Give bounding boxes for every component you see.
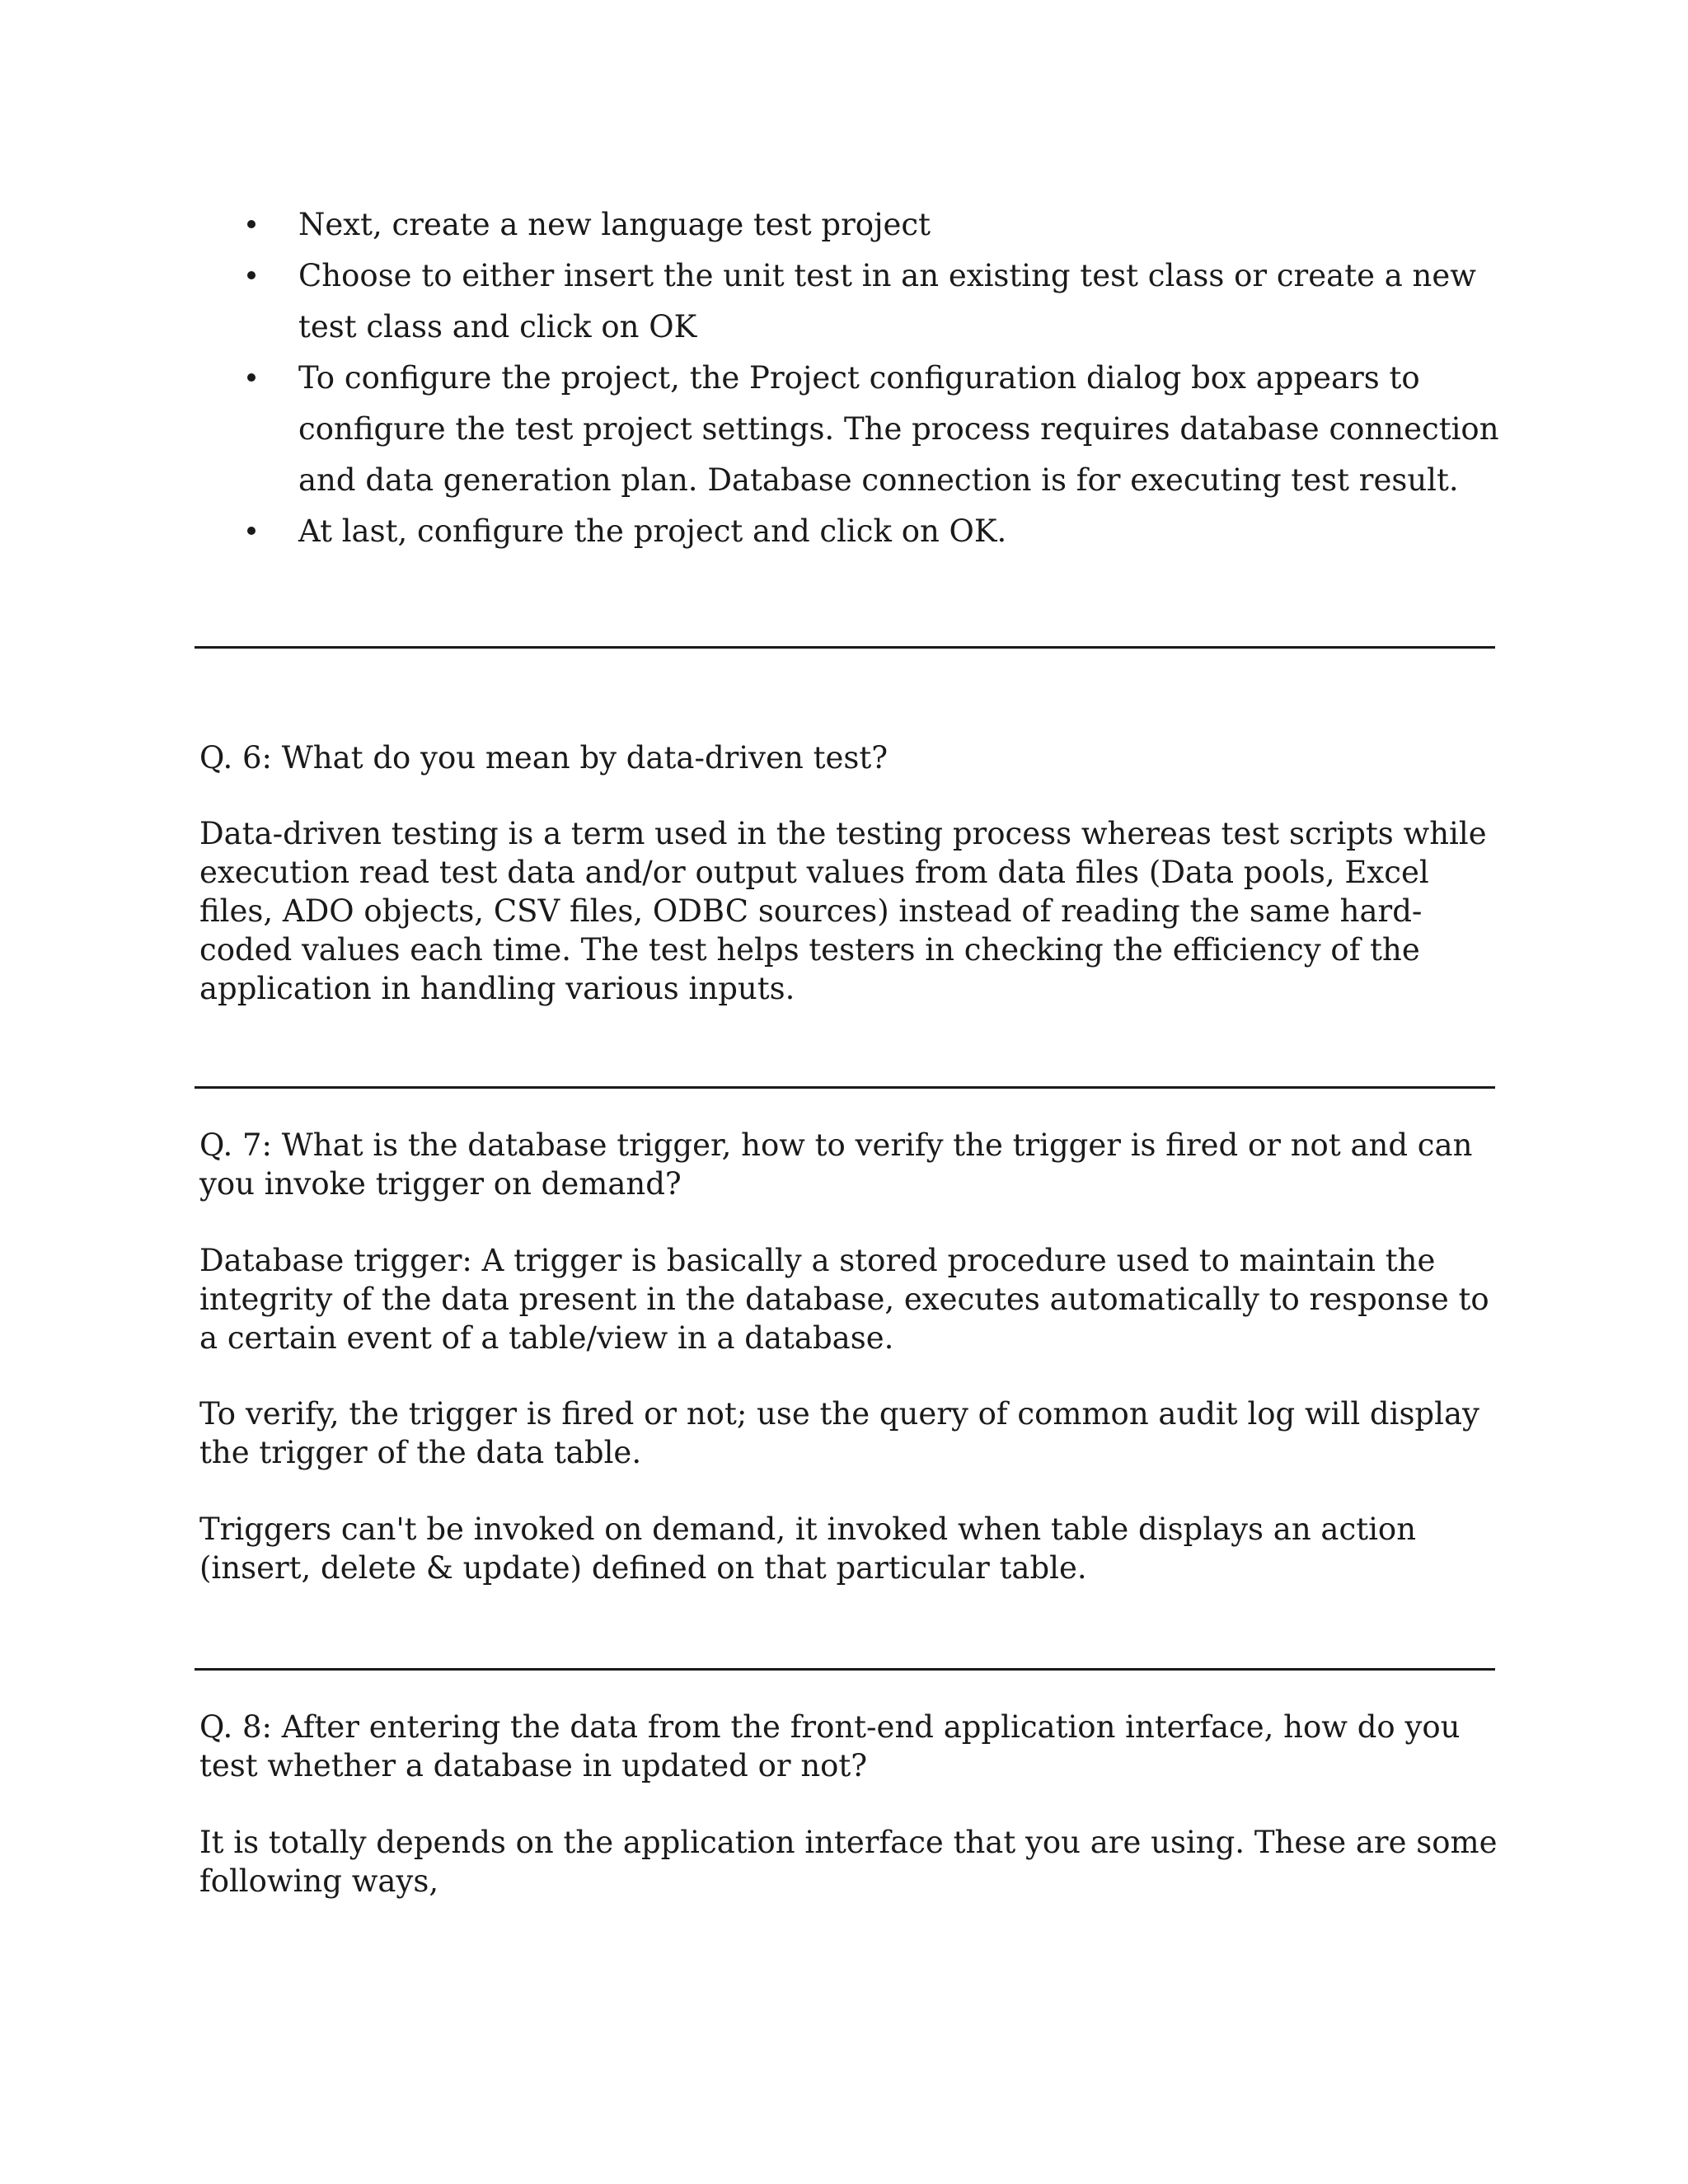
q7-answer-definition: Database trigger: A trigger is basically a stored procedure used to maintain the integrity of the data present in the database, executes automatically to response to a certain event of a table/view in a database. [199,1243,1489,1356]
section-divider [195,1668,1495,1671]
bullet-item [0,506,1688,557]
section-divider [195,646,1495,649]
bullet-item [0,353,1688,506]
steps-bullet-list [0,199,1688,557]
q7-answer-verify: To verify, the trigger is fired or not; use the query of common audit log will display the trigger of the data table. [199,1396,1479,1470]
bullet-text: At last, configure the project and click on OK. [298,513,1007,549]
q8-answer: It is totally depends on the application interface that you are using. These are some following ways, [199,1825,1498,1899]
bullet-item [0,199,1688,251]
section-divider [195,1086,1495,1089]
bullet-dot-icon [247,373,256,382]
bullet-item [0,251,1688,353]
bullet-dot-icon [247,271,256,279]
q7-answer-invoke: Triggers can't be invoked on demand, it invoked when table displays an action (insert, delete & update) defined on that particular table. [199,1511,1417,1586]
bullet-text: Next, create a new language test project [298,207,931,242]
bullet-dot-icon [247,527,256,535]
bullet-dot-icon [247,220,256,228]
q6-answer: Data-driven testing is a term used in the testing process whereas test scripts while execution read test data and/or output values from data files (Data pools, Excel files, ADO objects, CSV files, ODBC sources) instead of reading the same hard-coded values each time. The test helps testers in checking the efficiency of the application in handling various inputs. [199,816,1487,1006]
q6-question: Q. 6: What do you mean by data-driven test? [199,740,889,776]
q8-question: Q. 8: After entering the data from the front-end application interface, how do you test whether a database in updated or not? [199,1709,1461,1783]
q7-question: Q. 7: What is the database trigger, how to verify the trigger is fired or not and can you invoke trigger on demand? [199,1127,1473,1202]
bullet-text: Choose to either insert the unit test in an existing test class or create a new test class and click on OK [298,258,1476,344]
bullet-text: To configure the project, the Project configuration dialog box appears to configure the test project settings. The process requires database connection and data generation plan. Database connection is for executing test result. [298,360,1499,498]
